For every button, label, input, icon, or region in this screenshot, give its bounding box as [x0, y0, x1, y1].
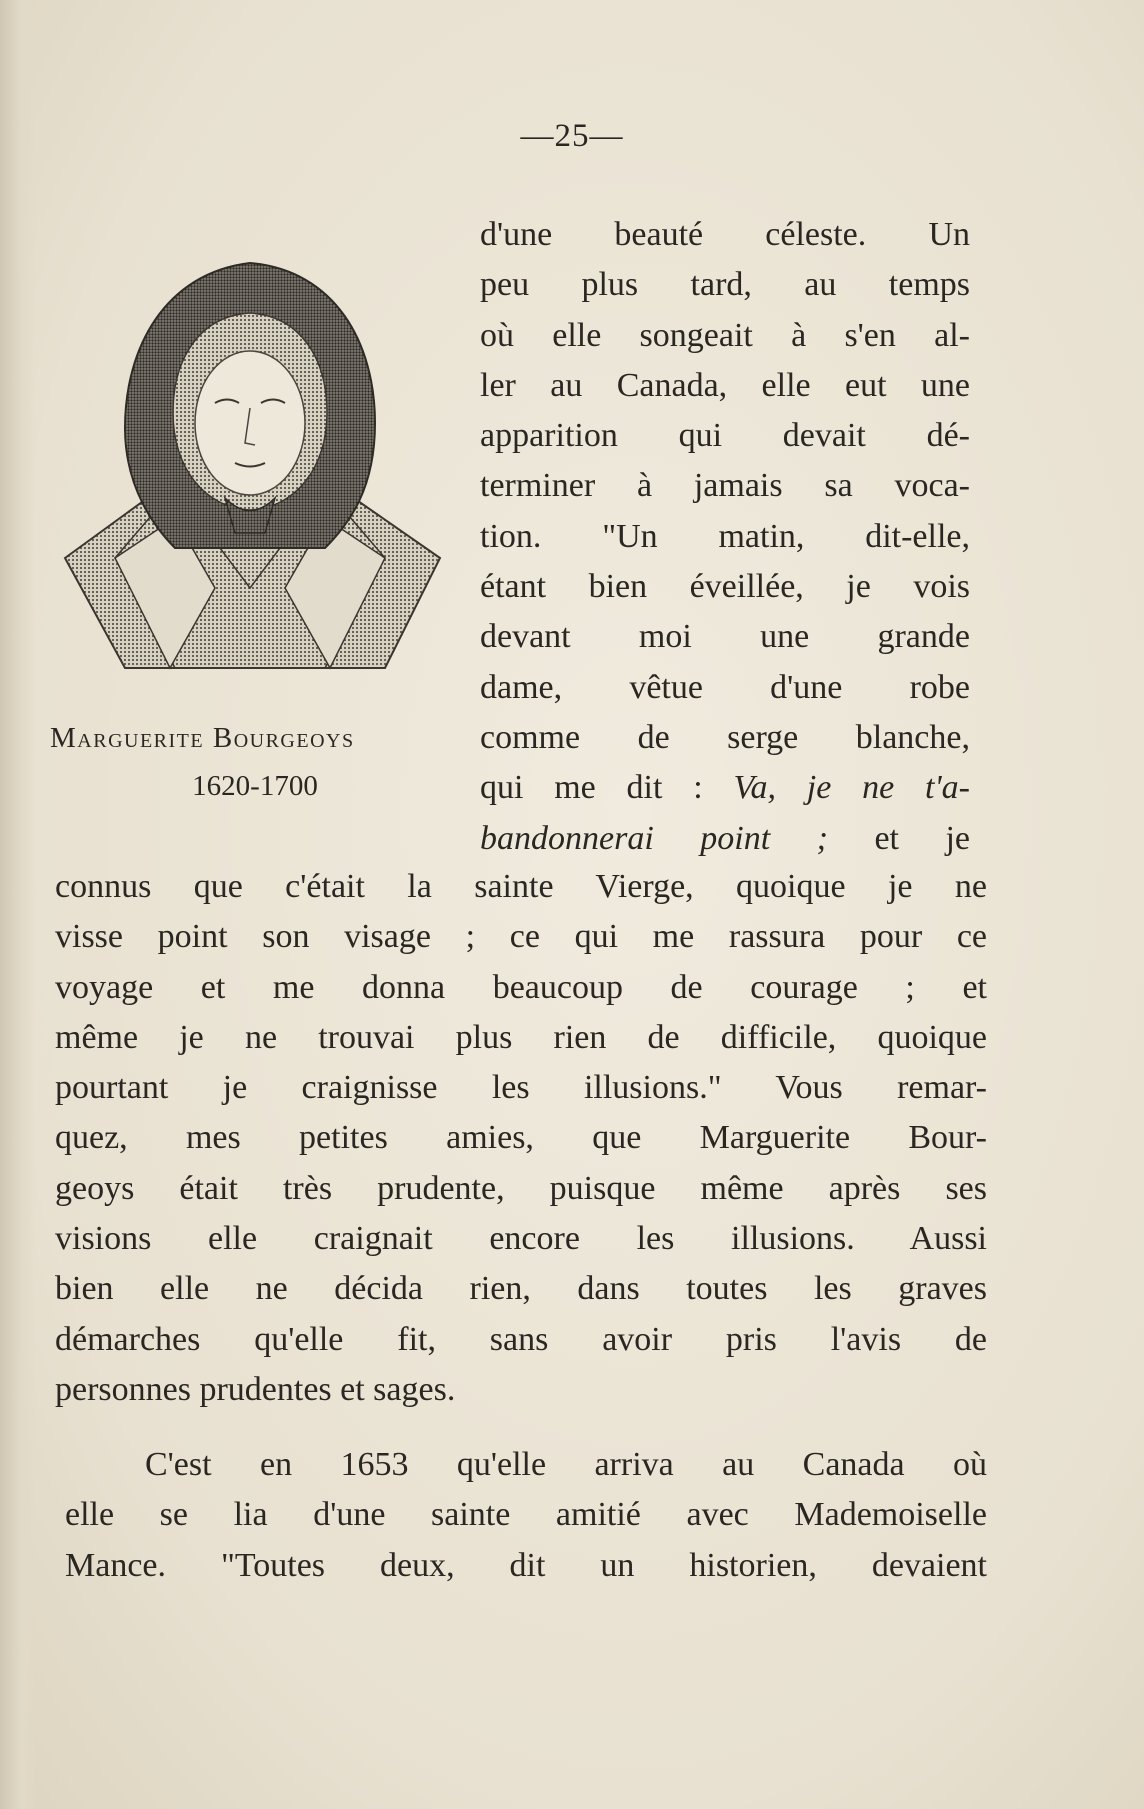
text-line: personnes prudentes et sages.	[55, 1370, 456, 1408]
text-fragment: qui me dit :	[480, 769, 703, 807]
text-line: visse point son visage ; ce qui me rassura pour ce	[55, 918, 987, 956]
text-line: C'est en 1653 qu'elle arriva au Canada où	[145, 1446, 987, 1483]
text-line: voyage et me donna beaucoup de courage ; et	[55, 968, 987, 1006]
text-line: d'une beauté céleste. Un	[480, 216, 970, 253]
page-number: —25—	[520, 118, 624, 154]
text-line: Mance. "Toutes deux, dit un historien, devaient	[65, 1546, 987, 1584]
text-line: comme de serge blanche,	[480, 718, 970, 756]
italic-quote: Va, je ne t'a-	[733, 769, 971, 807]
text-line-italic	[480, 763, 970, 813]
paragraph-two	[65, 1440, 987, 1591]
text-line: démarches qu'elle fit, sans avoir pris l'avis de	[55, 1320, 987, 1358]
text-line: quez, mes petites amies, que Marguerite Bour-	[55, 1119, 987, 1157]
portrait-caption-dates: 1620-1700	[192, 770, 318, 802]
text-line: visions elle craignait encore les illusions. Aussi	[55, 1220, 987, 1258]
text-line: peu plus tard, au temps	[480, 266, 970, 304]
text-fragment: et je	[874, 819, 970, 857]
text-line: tion. "Un matin, dit-elle,	[480, 517, 970, 555]
text-line: ler au Canada, elle eut une	[480, 366, 970, 404]
text-line: dame, vêtue d'une robe	[480, 668, 970, 706]
text-line: pourtant je craignisse les illusions." Vous remar-	[55, 1069, 987, 1107]
text-line: terminer à jamais sa voca-	[480, 467, 970, 505]
text-line-italic	[480, 814, 970, 864]
text-line: devant moi une grande	[480, 618, 970, 656]
portrait-caption-name: Marguerite Bourgeoys	[50, 722, 355, 754]
text-line: étant bien éveillée, je vois	[480, 568, 970, 606]
text-line: apparition qui devait dé-	[480, 417, 970, 455]
text-line: geoys était très prudente, puisque même après ses	[55, 1169, 987, 1207]
text-line: où elle songeait à s'en al-	[480, 316, 970, 354]
italic-quote: bandonnerai point ;	[480, 819, 828, 857]
nun-portrait-engraving-icon	[55, 258, 445, 678]
text-line: elle se lia d'une sainte amitié avec Mademoiselle	[65, 1496, 987, 1534]
right-column-text	[480, 210, 970, 864]
page-spine-shadow	[0, 0, 36, 1809]
text-line: connus que c'était la sainte Vierge, quoique je ne	[55, 868, 987, 905]
full-width-text	[55, 862, 987, 1415]
text-line: bien elle ne décida rien, dans toutes les graves	[55, 1270, 987, 1308]
text-line: même je ne trouvai plus rien de difficile, quoique	[55, 1018, 987, 1056]
